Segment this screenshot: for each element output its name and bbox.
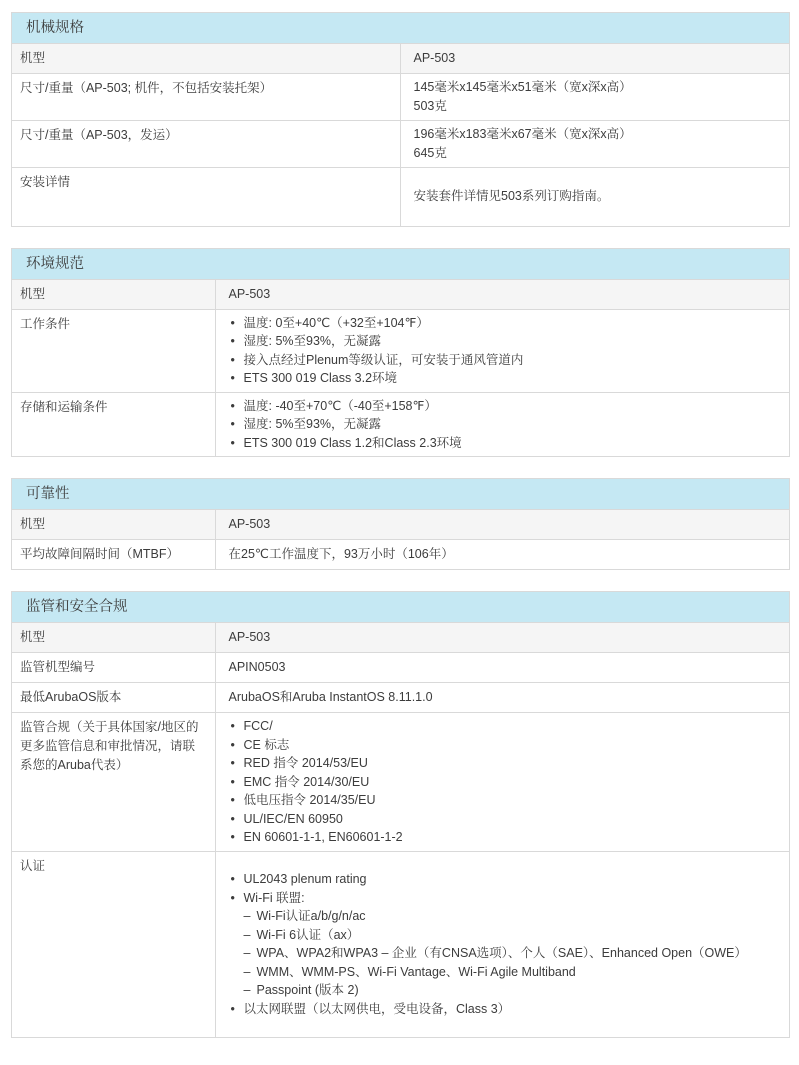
row-value xyxy=(215,653,789,683)
row-label: 最低ArubaOS版本 xyxy=(12,683,215,713)
bullet-item: • ETS 300 019 Class 1.2和Class 2.3环境 xyxy=(229,434,778,453)
value-line: 196毫米x183毫米x67毫米（宽x深x高） xyxy=(413,127,632,141)
bullet-item: – WMM、WMM-PS、Wi-Fi Vantage、Wi-Fi Agile Multiband xyxy=(229,963,778,982)
table-row xyxy=(12,623,789,653)
section-title: 机械规格 xyxy=(12,13,789,43)
section-title: 监管和安全合规 xyxy=(12,592,789,622)
bullet-item: • 湿度: 5%至93%，无凝露 xyxy=(229,332,778,351)
row-label: 机型 xyxy=(12,623,215,653)
value-line: 145毫米x145毫米x51毫米（宽x深x高） xyxy=(413,80,632,94)
row-value xyxy=(400,168,789,226)
table-row xyxy=(12,653,789,683)
spec-table xyxy=(11,248,790,458)
row-value xyxy=(215,683,789,713)
table-row xyxy=(12,121,789,168)
table-row xyxy=(12,683,789,713)
row-label: 监管合规（关于具体国家/地区的更多监管信息和审批情况，请联系您的Aruba代表） xyxy=(12,713,215,852)
row-label: 机型 xyxy=(12,44,400,74)
bullet-list xyxy=(229,717,778,847)
row-label: 机型 xyxy=(12,510,215,540)
row-label: 尺寸/重量（AP-503; 机件，不包括安装托架） xyxy=(12,74,400,121)
bullet-item: • EMC 指令 2014/30/EU xyxy=(229,773,778,792)
spec-table xyxy=(11,12,790,227)
row-label: 认证 xyxy=(12,851,215,1037)
row-value xyxy=(215,713,789,852)
table-row xyxy=(12,540,789,570)
section-title: 环境规范 xyxy=(12,249,789,279)
value-line: ArubaOS和Aruba InstantOS 8.11.1.0 xyxy=(228,690,433,704)
bullet-list xyxy=(229,870,778,1018)
bullet-item: • CE 标志 xyxy=(229,736,778,755)
value-line: AP-503 xyxy=(228,517,271,531)
row-label: 机型 xyxy=(12,279,215,309)
row-value xyxy=(400,121,789,168)
table-row xyxy=(12,713,789,852)
section-title: 可靠性 xyxy=(12,479,789,509)
row-label: 尺寸/重量（AP-503，发运） xyxy=(12,121,400,168)
bullet-item: • UL/IEC/EN 60950 xyxy=(229,810,778,829)
table-row xyxy=(12,44,789,74)
row-value xyxy=(215,851,789,1037)
bullet-item: • 湿度: 5%至93%，无凝露 xyxy=(229,415,778,434)
table-row xyxy=(12,74,789,121)
value-line: 在25℃工作温度下，93万小时（106年） xyxy=(228,547,454,561)
table-row xyxy=(12,309,789,392)
spec-rows xyxy=(12,43,789,226)
value-line: AP-503 xyxy=(228,630,271,644)
table-row xyxy=(12,168,789,226)
row-value xyxy=(215,279,789,309)
bullet-list xyxy=(229,314,778,388)
bullet-item: • 低电压指令 2014/35/EU xyxy=(229,791,778,810)
spec-rows xyxy=(12,509,789,569)
table-row xyxy=(12,851,789,1037)
value-line: 安装套件详情见503系列订购指南。 xyxy=(413,189,610,204)
value-line: AP-503 xyxy=(413,51,456,65)
row-label: 工作条件 xyxy=(12,309,215,392)
bullet-item: – WPA、WPA2和WPA3 – 企业（有CNSA选项）、个人（SAE）、Enhanced Open（OWE） xyxy=(229,944,778,963)
row-label: 安装详情 xyxy=(12,168,400,226)
row-value xyxy=(215,623,789,653)
row-value xyxy=(215,392,789,456)
bullet-item: – Passpoint (版本 2) xyxy=(229,981,778,1000)
spec-rows xyxy=(12,622,789,1037)
bullet-item: – Wi-Fi认证a/b/g/n/ac xyxy=(229,907,778,926)
bullet-item: – Wi-Fi 6认证（ax） xyxy=(229,926,778,945)
row-value xyxy=(215,510,789,540)
bullet-item: • UL2043 plenum rating xyxy=(229,870,778,889)
row-label: 平均故障间隔时间（MTBF） xyxy=(12,540,215,570)
row-label: 监管机型编号 xyxy=(12,653,215,683)
table-row xyxy=(12,510,789,540)
bullet-item: • RED 指令 2014/53/EU xyxy=(229,754,778,773)
row-value xyxy=(400,44,789,74)
row-value xyxy=(400,74,789,121)
row-value xyxy=(215,540,789,570)
bullet-list xyxy=(229,397,778,453)
value-line: APIN0503 xyxy=(228,660,286,674)
row-label: 存储和运输条件 xyxy=(12,392,215,456)
value-line: 645克 xyxy=(413,146,447,160)
table-row xyxy=(12,279,789,309)
bullet-item: • EN 60601-1-1, EN60601-1-2 xyxy=(229,828,778,847)
bullet-item: • 以太网联盟（以太网供电，受电设备，Class 3） xyxy=(229,1000,778,1019)
value-line: AP-503 xyxy=(228,286,271,301)
bullet-item: • FCC/ xyxy=(229,717,778,736)
row-value xyxy=(215,309,789,392)
spec-table xyxy=(11,478,790,570)
spec-rows xyxy=(12,279,789,457)
bullet-item: • ETS 300 019 Class 3.2环境 xyxy=(229,369,778,388)
bullet-item: • Wi-Fi 联盟: xyxy=(229,889,778,908)
bullet-item: • 温度: -40至+70℃（-40至+158℉） xyxy=(229,397,778,416)
bullet-item: • 接入点经过Plenum等级认证，可安装于通风管道内 xyxy=(229,351,778,370)
table-row xyxy=(12,392,789,456)
bullet-item: • 温度: 0至+40℃（+32至+104℉） xyxy=(229,314,778,333)
spec-table xyxy=(11,591,790,1038)
value-line: 503克 xyxy=(413,99,447,113)
